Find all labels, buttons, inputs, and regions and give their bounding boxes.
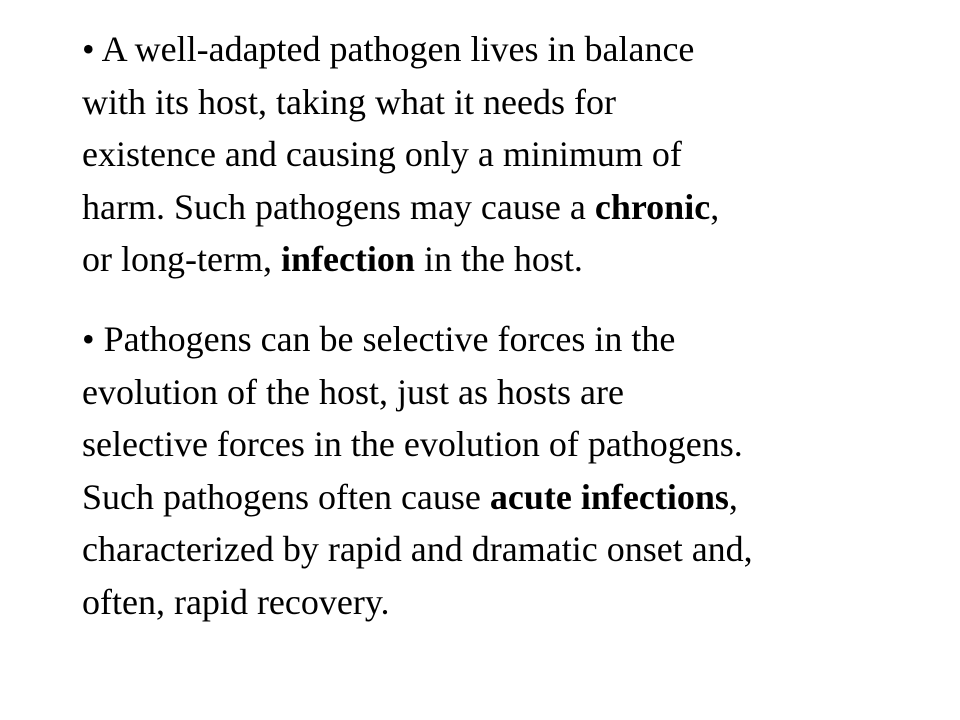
text-run: • A well-adapted pathogen lives in balance xyxy=(82,29,695,69)
text-run: Such pathogens often cause xyxy=(82,476,490,517)
text-run: evolution of the host, just as hosts are xyxy=(82,371,624,412)
text-line xyxy=(82,471,902,524)
bold-term-chronic: chronic xyxy=(594,186,711,227)
text-run: or long-term, xyxy=(82,239,281,279)
text-run: selective forces in the evolution of pathogens. xyxy=(82,424,743,464)
text-run: • Pathogens can be selective forces in the xyxy=(82,319,676,359)
text-run: with its host, taking what it needs for xyxy=(82,81,616,122)
text-line xyxy=(82,313,902,366)
text-line xyxy=(82,576,902,629)
text-line xyxy=(82,233,902,286)
bold-term-acute-infections: acute infections xyxy=(489,476,729,517)
bullet-paragraph-2 xyxy=(82,313,902,628)
text-line xyxy=(82,181,902,234)
text-run: in the host. xyxy=(414,239,583,279)
text-line xyxy=(82,366,902,419)
text-run: often, rapid recovery. xyxy=(82,581,390,622)
text-run: characterized by rapid and dramatic onset and, xyxy=(82,529,753,569)
bold-term-infection: infection xyxy=(280,239,415,279)
text-line xyxy=(82,418,902,471)
text-run: , xyxy=(728,476,738,517)
text-run: existence and causing only a minimum of xyxy=(82,134,682,174)
text-line xyxy=(82,128,902,181)
text-run: harm. Such pathogens may cause a xyxy=(82,186,595,227)
text-line xyxy=(82,23,902,76)
text-run: , xyxy=(710,186,720,227)
text-line xyxy=(82,76,902,129)
text-line xyxy=(82,523,902,576)
bullet-paragraph-1 xyxy=(82,23,902,286)
